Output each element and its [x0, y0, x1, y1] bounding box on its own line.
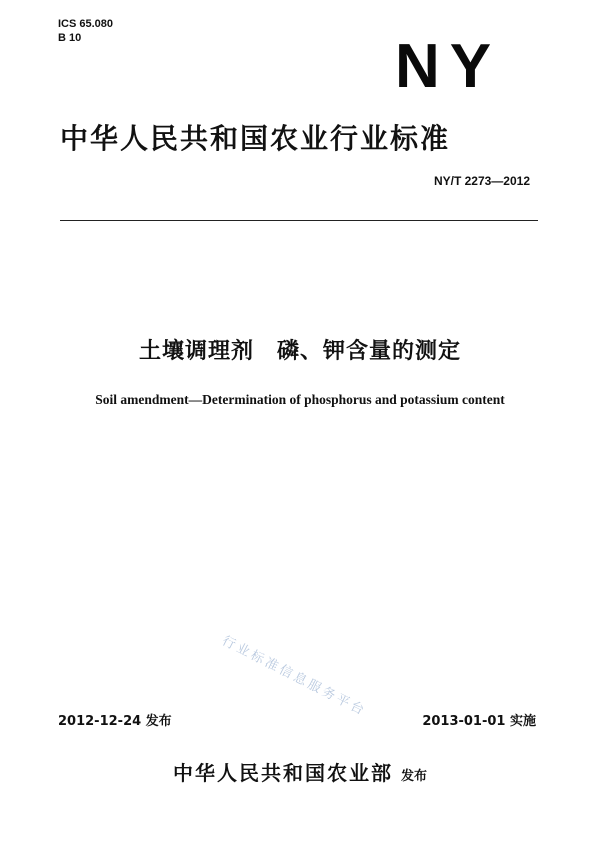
- implementation-date: 2013-01-01 实施: [422, 714, 536, 729]
- ccs-code: B 10: [58, 32, 82, 44]
- ny-logo: NY: [395, 32, 502, 101]
- standard-number: NY/T 2273—2012: [433, 174, 530, 188]
- issue-date: 2012-12-24 发布: [58, 714, 172, 729]
- watermark: 行业标准信息服务平台: [219, 633, 369, 720]
- issuer-name: 中华人民共和国农业部: [172, 761, 393, 785]
- header-divider: [60, 220, 538, 221]
- title-chinese: 土壤调理剂 磷、钾含量的测定: [138, 339, 461, 364]
- ics-code: ICS 65.080: [58, 18, 114, 30]
- issuer-action: 发布: [400, 769, 427, 784]
- title-english: Soil amendment—Determination of phosphorus and potassium content: [95, 392, 505, 407]
- standard-type: 中华人民共和国农业行业标准: [60, 122, 451, 155]
- issuer-row: [0, 760, 600, 786]
